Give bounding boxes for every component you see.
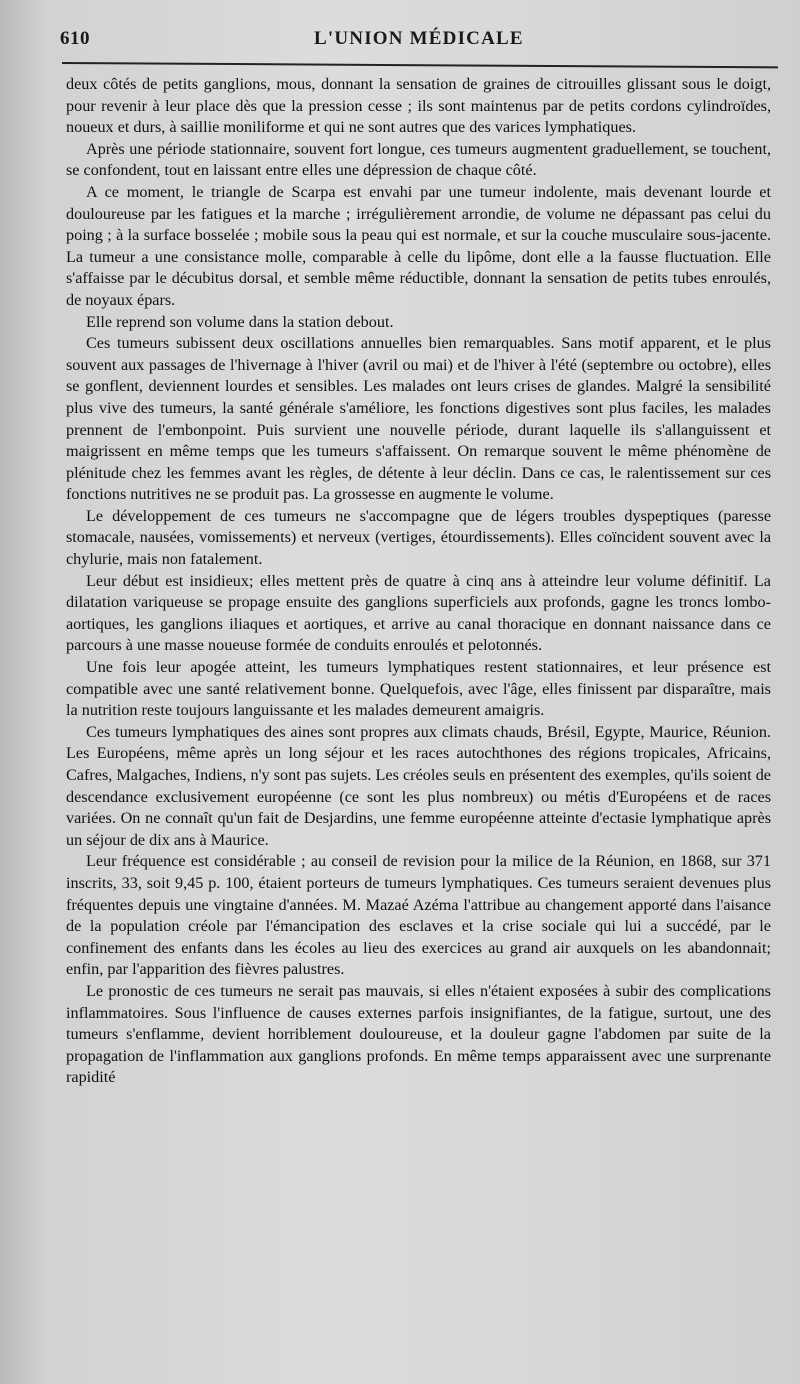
paragraph: Une fois leur apogée atteint, les tumeurs lymphatiques restent stationnaires, et leur présence est compatible avec une santé relativement bonne. Quelquefois, avec l'âge, elles finissent par disparaître, mais la nutrition reste toujours languissante et les malades demeurent amaigris. (66, 658, 771, 720)
paragraph: Ces tumeurs subissent deux oscillations annuelles bien remarquables. Sans motif apparent, et le plus souvent aux passages de l'hivernage à l'hiver (avril ou mai) et de l'hiver à l'été (septembre ou octobre), elles se gonflent, deviennent lourdes et sensibles. Les malades ont leurs crises de glandes. Malgré la sensibilité plus vive des tumeurs, la santé générale s'améliore, les fonctions digestives sont plus faciles, les malades prennent de l'embonpoint. Puis survient une nouvelle période, durant laquelle ils s'allanguissent et maigrissent en même temps que les tumeurs s'affaissent. On remarque souvent le même phénomène de plénitude chez les femmes avant les règles, de détente à leur déclin. Dans ce cas, le ralentissement sur ces fonctions nutritives ne se produit pas. La grossesse en augmente le volume. (66, 334, 771, 504)
paragraph: Leur fréquence est considérable ; au conseil de revision pour la milice de la Réunion, en 1868, sur 371 inscrits, 33, soit 9,45 p. 100, étaient porteurs de tumeurs lymphatiques. Ces tumeurs seraient devenues plus fréquentes depuis une vingtaine d'années. M. Mazaé Azéma l'attribue au changement apporté dans l'aisance de la population créole par l'émancipation des esclaves et la crise sociale qui lui a succédé, par le confinement des enfants dans les écoles au lieu des exercices au grand air auxquels on les abandonnait; enfin, par l'apparition des fièvres palustres. (66, 852, 771, 979)
paragraph: Ces tumeurs lymphatiques des aines sont propres aux climats chauds, Brésil, Egypte, Maurice, Réunion. Les Européens, même après un long séjour et les races autochthones des régions tropicales, Africains, Cafres, Malgaches, Indiens, n'y sont pas sujets. Les créoles seuls en présentent des exemples, qu'ils soient de descendance exclusivement européenne (ce sont les plus nombreux) ou métis d'Européens et de races variées. On ne connaît qu'un fait de Desjardins, une femme européenne atteinte d'ectasie lymphatique après un séjour de dix ans à Maurice. (66, 722, 771, 849)
paragraph: Elle reprend son volume dans la station debout. (86, 312, 394, 331)
header-rule (62, 62, 778, 68)
paragraph: A ce moment, le triangle de Scarpa est envahi par une tumeur indolente, mais devenant lourde et douloureuse par les fatigues et la marche ; irrégulièrement arrondie, de volume ne dépassant pas celui du poing ; à la surface bosselée ; mobile sous la peau qui est normale, et sur la couche musculaire sous-jacente. La tumeur a une consistance molle, comparable à celle du lipôme, dont elle a la fausse fluctuation. Elle s'affaisse par le décubitus dorsal, et semble même réductible, donnant la sensation de petits tubes enroulés, de noyaux épars. (66, 182, 771, 309)
body-text (66, 74, 771, 1089)
paragraph: Le pronostic de ces tumeurs ne serait pas mauvais, si elles n'étaient exposées à subir des complications inflammatoires. Sous l'influence de causes externes parfois insignifiantes, de la fatigue, surtout, une des tumeurs s'enflamme, devient horriblement douloureuse, et la douleur gagne l'abdomen par suite de la propagation de l'inflammation aux ganglions profonds. En même temps apparaissent avec une surprenante rapidité (66, 981, 771, 1087)
paragraph: Après une période stationnaire, souvent fort longue, ces tumeurs augmentent graduellement, se touchent, se confondent, tout en laissant entre elles une dépression de chaque côté. (66, 139, 771, 180)
paragraph: Le développement de ces tumeurs ne s'accompagne que de légers troubles dyspeptiques (paresse stomacale, nausées, vomissements) et nerveux (vertiges, étourdissements). Elles coïncident souvent avec la chylurie, mais non fatalement. (66, 506, 771, 569)
running-title: L'UNION MÉDICALE (314, 28, 524, 49)
page-number: 610 (60, 28, 90, 49)
page-header (0, 28, 800, 58)
paragraph: Leur début est insidieux; elles mettent près de quatre à cinq ans à atteindre leur volume définitif. La dilatation variqueuse se propage ensuite des ganglions superficiels aux profonds, gagne les troncs lombo-aortiques, les ganglions iliaques et aortiques, et arrive au canal thoracique en donnant naissance dans ce parcours à une masse noueuse formée de conduits enroulés et pelotonnés. (66, 571, 771, 655)
paragraph: deux côtés de petits ganglions, mous, donnant la sensation de graines de citrouilles glissant sous le doigt, pour revenir à leur place dès que la pression cesse ; ils sont maintenus par de petits cordons cylindroïdes, noueux et durs, à saillie moniliforme et qui ne sont autres que des varices lymphatiques. (66, 75, 771, 137)
